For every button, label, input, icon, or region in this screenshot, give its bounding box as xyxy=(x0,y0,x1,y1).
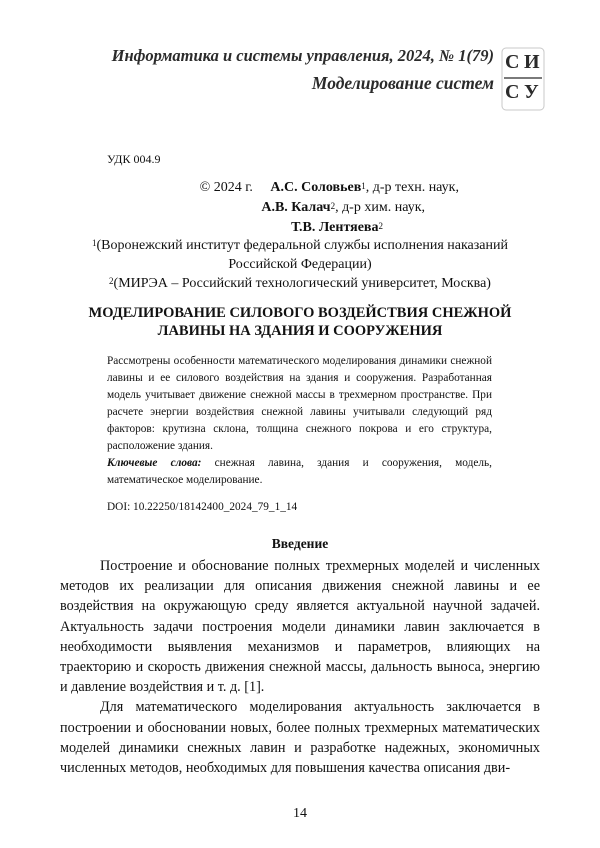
journal-section: Моделирование систем xyxy=(311,73,494,93)
author-line-2 xyxy=(0,198,425,218)
body-text xyxy=(60,556,540,778)
author-sup: 2 xyxy=(378,221,383,231)
journal-logo xyxy=(500,46,546,112)
affiliation-text: (МИРЭА – Российский технологический университет, Москва) xyxy=(113,276,491,291)
author-sup: 1 xyxy=(361,181,366,191)
doi: DOI: 10.22250/18142400_2024_79_1_14 xyxy=(107,501,298,513)
keywords-label: Ключевые слова: xyxy=(107,457,202,469)
paragraph: Построение и обоснование полных трехмерных моделей и численных методов их реализации для описания движения снежной лавины и ее воздействия на окружающую среду является актуальной научной задачей. Актуальность задачи построения модели динамики лавин заключается в необходимости выявления механизмов и параметров, влияющих на траекторию и скорость движения снежной массы, дальность выноса, энергию и давление воздействия и т. д. [1]. xyxy=(60,558,540,696)
author-name: Т.В. Лентяева xyxy=(291,220,379,235)
copyright: © 2024 г. xyxy=(199,180,253,195)
paragraph: Для математического моделирования актуальность заключается в построении и обосновании новых, более полных трехмерных математических моделей динамики снежных лавин и разработке надежных, экономичных численных методов, необходимых для повышения качества описания дви- xyxy=(60,699,540,777)
author-sup: 2 xyxy=(330,201,336,211)
paper-title: МОДЕЛИРОВАНИЕ СИЛОВОГО ВОЗДЕЙСТВИЯ СНЕЖНОЙ ЛАВИНЫ НА ЗДАНИЯ И СООРУЖЕНИЯ xyxy=(88,305,512,339)
logo-letter-4: У xyxy=(524,81,539,103)
author-line-1 xyxy=(19,178,459,198)
section-heading: Введение xyxy=(271,536,329,551)
abstract xyxy=(107,353,492,489)
logo-letter-2: И xyxy=(524,51,540,73)
affiliation-1 xyxy=(60,236,540,274)
keywords xyxy=(107,455,492,489)
author-name: А.С. Соловьев xyxy=(270,180,362,195)
author-degree: , д-р техн. наук, xyxy=(365,180,459,195)
affiliation-sup: 2 xyxy=(109,276,114,286)
affiliation-2 xyxy=(60,274,540,293)
keywords-text: снежная лавина, здания и сооружения, модель, математическое моделирование. xyxy=(107,457,492,486)
affiliation-sup: 1 xyxy=(91,238,97,248)
journal-title: Информатика и системы управления, 2024, № 1(79) xyxy=(111,46,494,65)
author-line-3 xyxy=(0,218,383,238)
affiliation-text: (Воронежский институт федеральной службы исполнения наказаний Российской Федерации) xyxy=(96,238,508,272)
author-name: А.В. Калач xyxy=(261,200,331,215)
page-number: 14 xyxy=(293,806,307,821)
udk-code: УДК 004.9 xyxy=(107,152,161,166)
abstract-text: Рассмотрены особенности математического моделирования динамики снежной лавины и ее силового воздействия на здания и сооружения. Разработанная модель учитывает движение снежной массы в трехмерном пространстве. При расчете энергии воздействия снежной лавины учитывали следующий ряд факторов: крутизна склона, толщина снежного покрова и его структура, расположение здания. xyxy=(107,355,492,452)
logo-letter-1: С xyxy=(505,51,520,73)
logo-letter-3: С xyxy=(505,81,520,103)
author-degree: , д-р хим. наук, xyxy=(335,200,425,215)
